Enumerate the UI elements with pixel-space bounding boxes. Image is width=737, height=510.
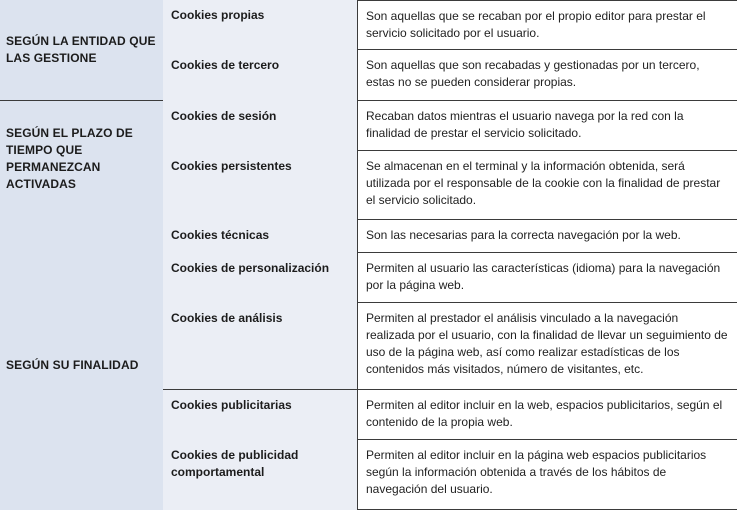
- cookie-description: Son las necesarias para la correcta navegación por la web.: [366, 228, 681, 242]
- cookie-description-cell: [357, 0, 737, 50]
- cookie-type-cell: [163, 253, 357, 303]
- cookie-description: Son aquellas que se recaban por el propio editor para prestar el servicio solicitado por el usuario.: [366, 9, 706, 40]
- cookie-type-cell: [163, 220, 357, 253]
- cookie-description-cell: [357, 101, 737, 151]
- cookie-description: Permiten al prestador el análisis vinculado a la navegación realizada por el usuario, con la finalidad de llevar un seguimiento de uso de la página web, así como realizar estadísticas de los contenidos más visitados, número de visitantes, etc.: [366, 311, 728, 376]
- cookie-description: Recaban datos mientras el usuario navega por la red con la finalidad de prestar el servicio solicitado.: [366, 109, 684, 140]
- cookie-description-cell: [357, 151, 737, 220]
- category-label: SEGÚN EL PLAZO DE TIEMPO QUE PERMANEZCAN ACTIVADAS: [6, 126, 133, 191]
- cookie-description-cell: [357, 303, 737, 390]
- category-cell-duration: [0, 101, 163, 221]
- cookie-type-cell: [163, 50, 357, 101]
- cookie-type-label: Cookies de sesión: [171, 109, 277, 123]
- cookie-type-label: Cookies de tercero: [171, 58, 280, 72]
- cookie-description: Permiten al usuario las características (idioma) para la navegación por la página web.: [366, 261, 721, 292]
- cookie-description-cell: [357, 390, 737, 440]
- cookie-type-cell: [163, 151, 357, 220]
- cookie-description-cell: [357, 220, 737, 253]
- cookie-type-cell: [163, 303, 357, 389]
- cookie-description: Se almacenan en el terminal y la información obtenida, será utilizada por el responsable de la cookie con la finalidad de prestar el servicio solicitado.: [366, 159, 721, 207]
- category-cell-purpose: [0, 221, 163, 510]
- cookie-type-label: Cookies publicitarias: [171, 398, 292, 412]
- cookie-type-label: Cookies de análisis: [171, 311, 283, 325]
- cookie-type-cell: [163, 0, 357, 50]
- cookie-type-cell: [163, 390, 357, 440]
- category-cell-entity: [0, 0, 163, 100]
- cookie-description: Son aquellas que son recabadas y gestionadas por un tercero, estas no se pueden considerar propias.: [366, 58, 700, 89]
- cookie-description-cell: [357, 50, 737, 101]
- cookie-type-label: Cookies de publicidad comportamental: [171, 448, 299, 479]
- cookie-type-label: Cookies propias: [171, 8, 265, 22]
- cookie-description-cell: [357, 253, 737, 303]
- cookie-type-label: Cookies técnicas: [171, 228, 270, 242]
- category-label: SEGÚN LA ENTIDAD QUE LAS GESTIONE: [6, 34, 156, 65]
- category-label: SEGÚN SU FINALIDAD: [6, 358, 139, 372]
- cookie-description-cell: [357, 440, 737, 510]
- cookie-description: Permiten al editor incluir en la web, espacios publicitarios, según el contenido de la propia web.: [366, 398, 723, 429]
- cookie-type-label: Cookies persistentes: [171, 159, 292, 173]
- cookie-description: Permiten al editor incluir en la página web espacios publicitarios según la información obtenida a través de los hábitos de navegación del usuario.: [366, 448, 707, 496]
- cookie-type-cell: [163, 101, 357, 151]
- cookie-type-cell: [163, 440, 357, 510]
- cookie-type-label: Cookies de personalización: [171, 261, 330, 275]
